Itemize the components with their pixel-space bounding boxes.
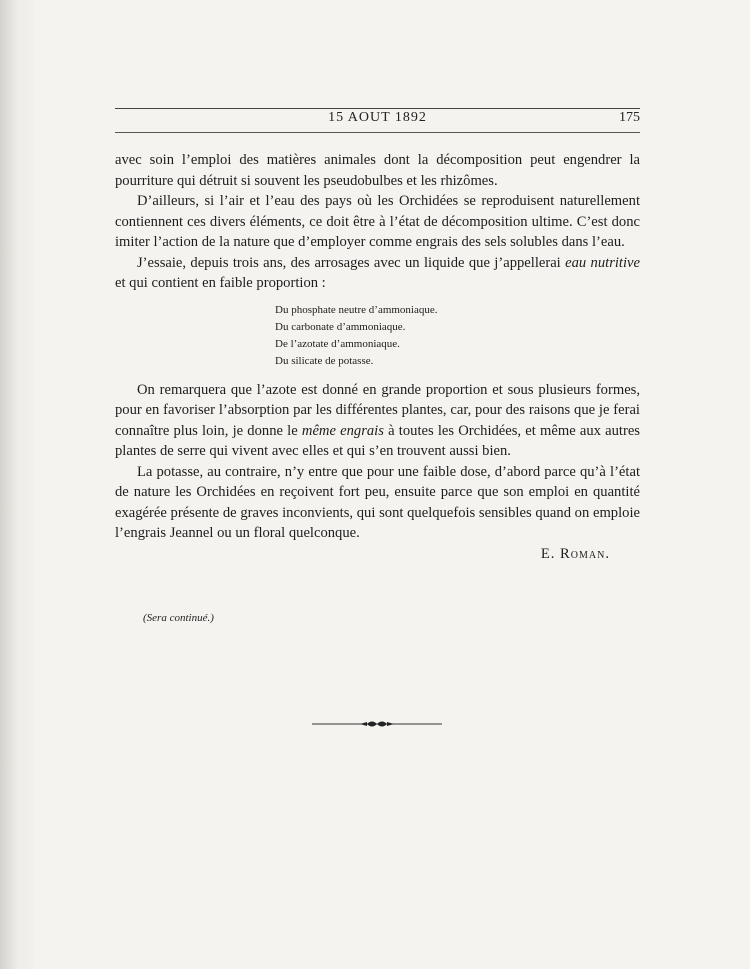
text-run: J’essaie, depuis trois ans, des arrosages avec un liquide que j’appellerai: [137, 254, 566, 271]
italic-run: eau nutritive: [565, 254, 640, 271]
ingredient-item: Du phosphate neutre d’ammoniaque.: [275, 303, 438, 316]
article-body: [115, 150, 640, 564]
text-run: On remarquera que l’azote est donné en grande proportion et sous plusieurs formes, pour en favoriser l’absorption par les différentes plantes, car, pour des raisons que je ferai connaître plus loin, je donne le: [115, 381, 640, 439]
text-run: et qui contient en faible proportion :: [115, 275, 326, 291]
text-run: avec soin l’emploi des matières animales dont la décomposition peut engendrer la pourriture qui détruit si souvent les pseudobulbes et les rhizômes.: [115, 152, 640, 189]
text-run: La potasse, au contraire, n’y entre que pour une faible dose, d’abord parce qu’à l’état de nature les Orchidées en reçoivent fort peu, ensuite parce que son emploi en quantité exagérée présente de graves inconvients, qui sont quelquefois sensibles quand on emploie l’engrais Jeannel ou un floral quelconque.: [115, 463, 640, 541]
header-bottom-rule: [115, 132, 640, 133]
ingredient-item: Du silicate de potasse.: [275, 354, 374, 367]
continuation-note: (Sera continué.): [143, 612, 214, 624]
paragraph: [115, 150, 640, 191]
header-top-rule: [115, 108, 640, 109]
text-run: D’ailleurs, si l’air et l’eau des pays où les Orchidées se reproduisent naturellement contiennent ces divers éléments, ce doit être à l’état de décomposition ultime. C’est donc imiter l’action de la nature que d’employer comme engrais des sels solubles dans l’eau.: [115, 193, 640, 250]
ingredient-item: De l’azotate d’ammoniaque.: [275, 337, 400, 350]
paragraphs-group-1: [115, 150, 640, 294]
header-date: 15 AOUT 1892: [328, 110, 427, 125]
paragraph: [115, 380, 640, 462]
paragraphs-group-2: [115, 380, 640, 544]
italic-run: même engrais: [301, 422, 384, 439]
text-run: à toutes les Orchidées, et même aux autres plantes de serre qui vivent avec elles et qui s’en trouvent aussi bien.: [115, 422, 640, 459]
signature-name: Roman.: [560, 545, 610, 562]
signature: [115, 544, 640, 565]
ingredient-item: Du carbonate d’ammoniaque.: [275, 320, 406, 333]
paragraph: [115, 191, 640, 253]
running-header: [115, 110, 640, 132]
ingredient-list: [275, 302, 640, 370]
page-number: 175: [619, 110, 640, 125]
signature-initial: E.: [540, 545, 556, 562]
paragraph: [115, 462, 640, 544]
ornament-divider: [312, 717, 442, 731]
paragraph: [115, 253, 640, 294]
